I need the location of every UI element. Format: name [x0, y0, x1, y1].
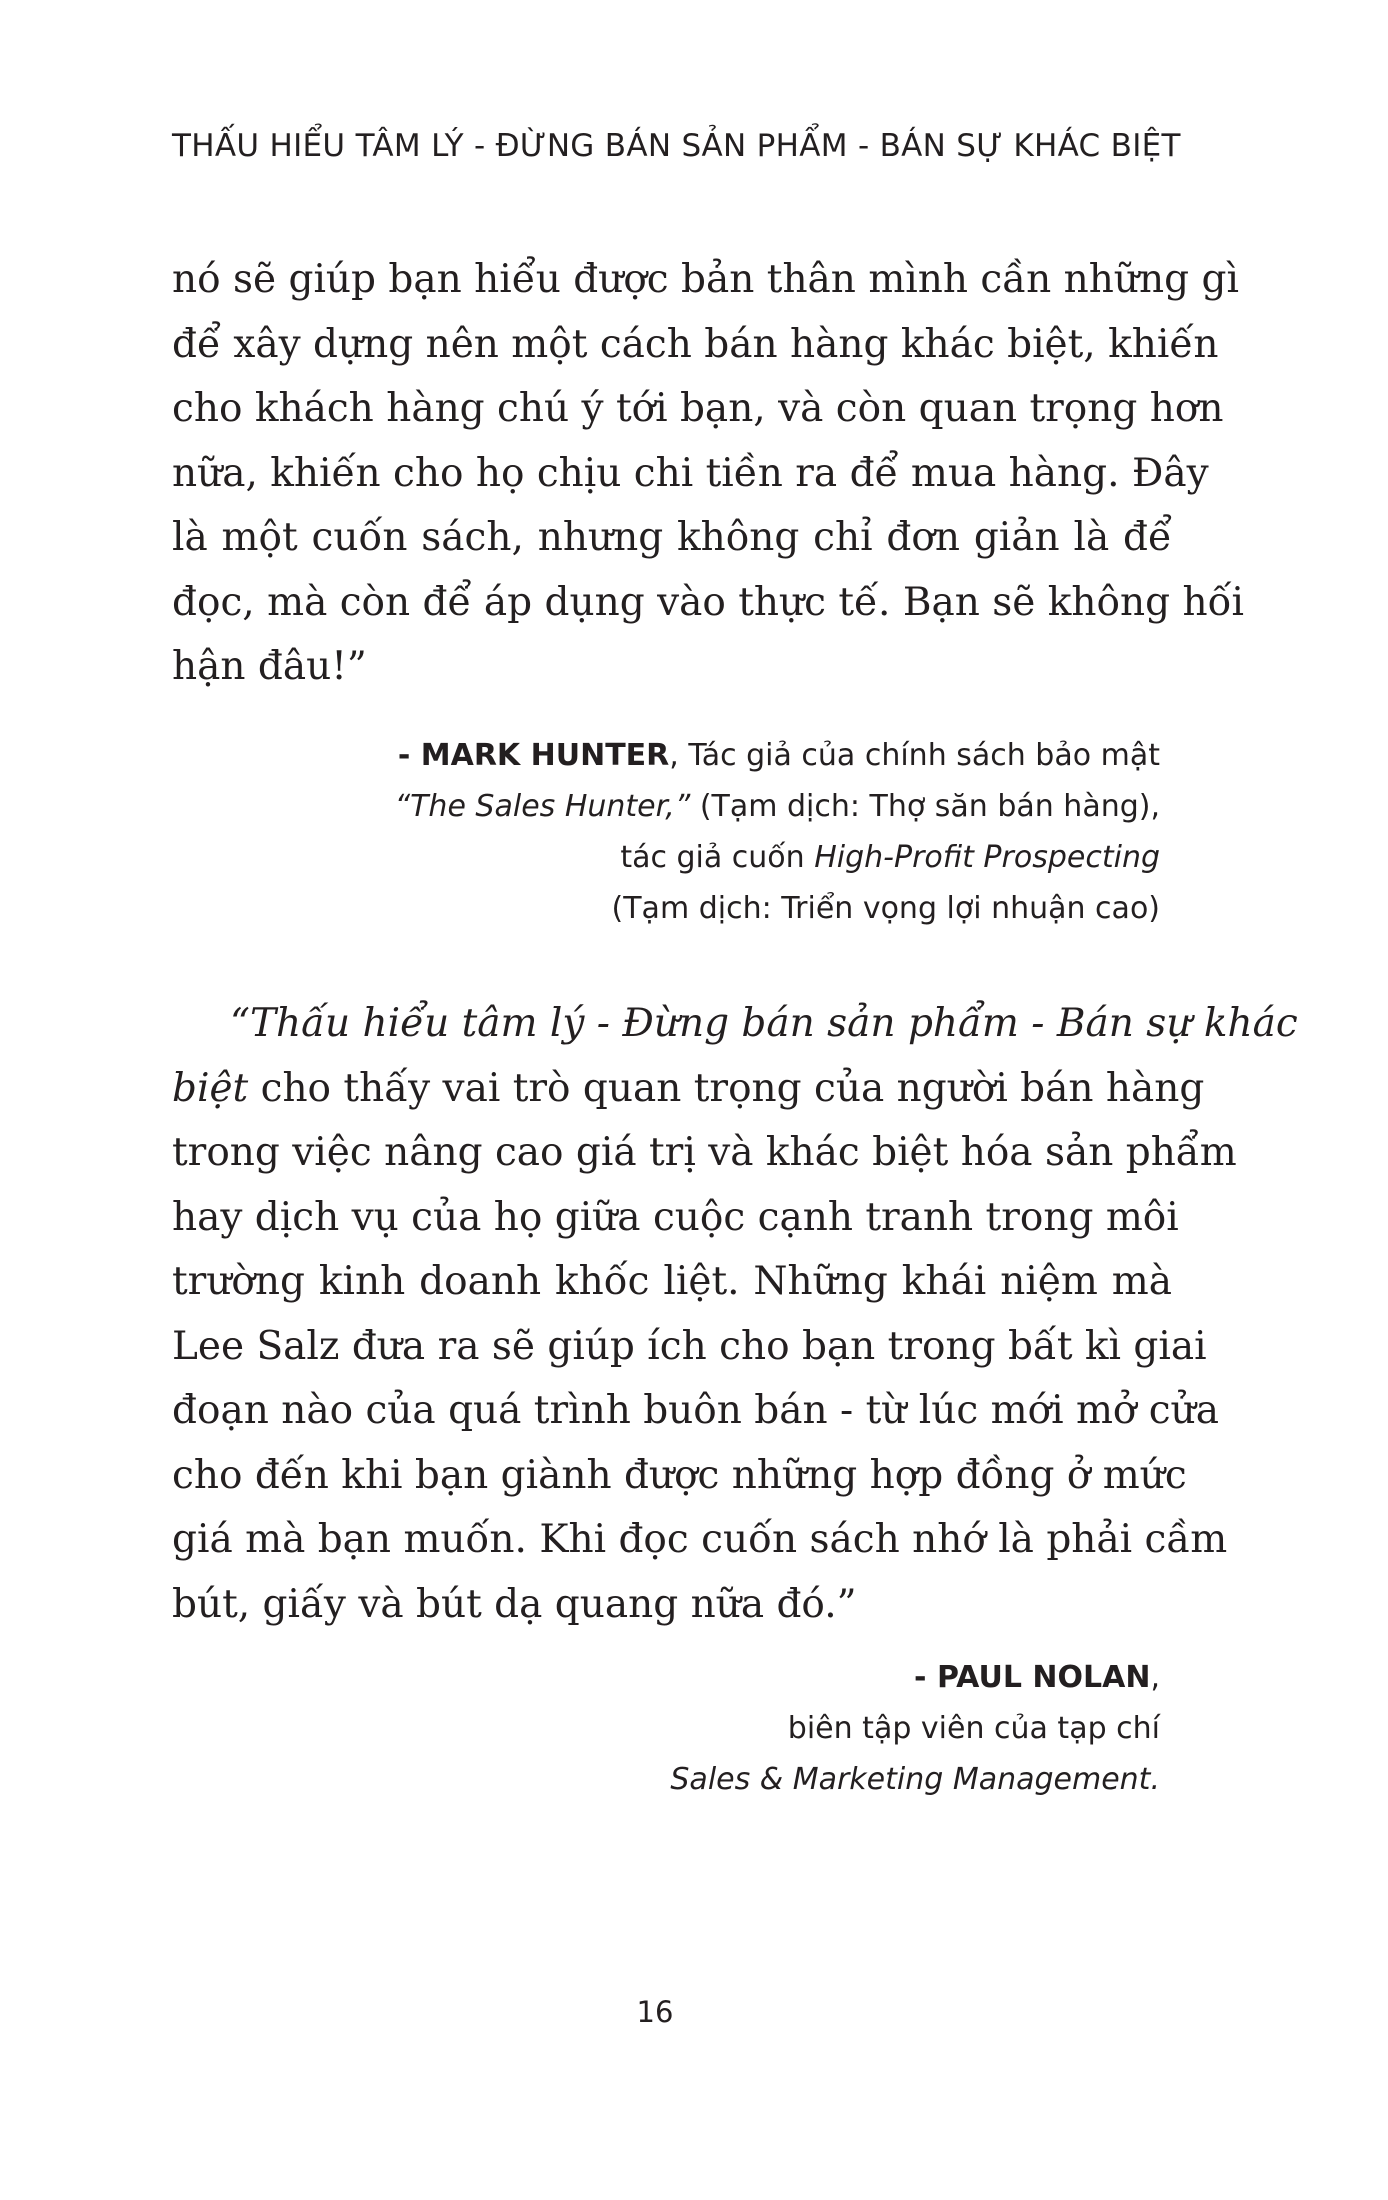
text-line: trường kinh doanh khốc liệt. Những khái niệm mà — [172, 1259, 1172, 1304]
text-line: trong việc nâng cao giá trị và khác biệt hóa sản phẩm — [172, 1130, 1237, 1175]
publication-title: Sales & Marketing Management. — [670, 1762, 1160, 1797]
text-line: nó sẽ giúp bạn hiểu được bản thân mình cần những gì — [172, 257, 1239, 302]
attribution-line — [260, 781, 1160, 832]
attribution-text: (Tạm dịch: Thợ săn bán hàng), — [690, 789, 1160, 824]
running-header: THẤU HIỂU TÂM LÝ - ĐỪNG BÁN SẢN PHẨM - BÁN SỰ KHÁC BIỆT — [172, 128, 1181, 164]
attribution-line — [260, 1754, 1160, 1805]
attribution-line — [260, 1652, 1160, 1703]
text-line: bút, giấy và bút dạ quang nữa đó.” — [172, 1581, 857, 1627]
attribution-text: , — [1150, 1660, 1160, 1695]
attribution-line — [260, 730, 1160, 781]
text-line: là một cuốn sách, nhưng không chỉ đơn giản là để — [172, 515, 1172, 560]
attribution-line — [260, 832, 1160, 883]
text-line: nữa, khiến cho họ chịu chi tiền ra để mua hàng. Đây — [172, 450, 1209, 496]
text-line: Lee Salz đưa ra sẽ giúp ích cho bạn trong bất kì giai — [172, 1323, 1207, 1369]
text-line: để xây dựng nên một cách bán hàng khác biệt, khiến — [172, 321, 1219, 367]
attribution-text: tác giả cuốn — [620, 840, 815, 875]
author-name: - PAUL NOLAN — [914, 1660, 1151, 1695]
attribution-mark-hunter — [260, 730, 1160, 934]
text-line: đoạn nào của quá trình buôn bán - từ lúc mới mở cửa — [172, 1388, 1220, 1433]
testimonial-quote-1 — [172, 248, 1244, 700]
text-line: giá mà bạn muốn. Khi đọc cuốn sách nhớ là phải cầm — [172, 1517, 1228, 1562]
attribution-line: (Tạm dịch: Triển vọng lợi nhuận cao) — [611, 891, 1160, 926]
text-line: cho khách hàng chú ý tới bạn, và còn quan trọng hơn — [172, 386, 1224, 431]
author-name: - MARK HUNTER — [397, 738, 670, 773]
testimonial-quote-2 — [172, 992, 1298, 1637]
text-line — [172, 992, 1298, 1057]
text-line — [172, 1057, 1205, 1122]
book-title: High-Profit Prospecting — [814, 840, 1160, 875]
text-line: đọc, mà còn để áp dụng vào thực tế. Bạn sẽ không hối — [172, 579, 1244, 625]
book-title: “Thấu hiểu tâm lý - Đừng bán sản phẩm - Bán sự khác — [230, 1001, 1298, 1046]
attribution-line: biên tập viên của tạp chí — [787, 1711, 1160, 1746]
text-line: hận đâu!” — [172, 644, 367, 689]
book-title: “The Sales Hunter,” — [394, 789, 691, 824]
page-number: 16 — [636, 1995, 674, 2029]
text-line: hay dịch vụ của họ giữa cuộc cạnh tranh trong môi — [172, 1194, 1179, 1240]
text-segment: cho thấy vai trò quan trọng của người bán hàng — [248, 1065, 1205, 1111]
book-title: biệt — [172, 1065, 249, 1111]
attribution-text: , Tác giả của chính sách bảo mật — [669, 738, 1160, 773]
text-line: cho đến khi bạn giành được những hợp đồng ở mức — [172, 1452, 1187, 1498]
attribution-paul-nolan — [260, 1652, 1160, 1805]
